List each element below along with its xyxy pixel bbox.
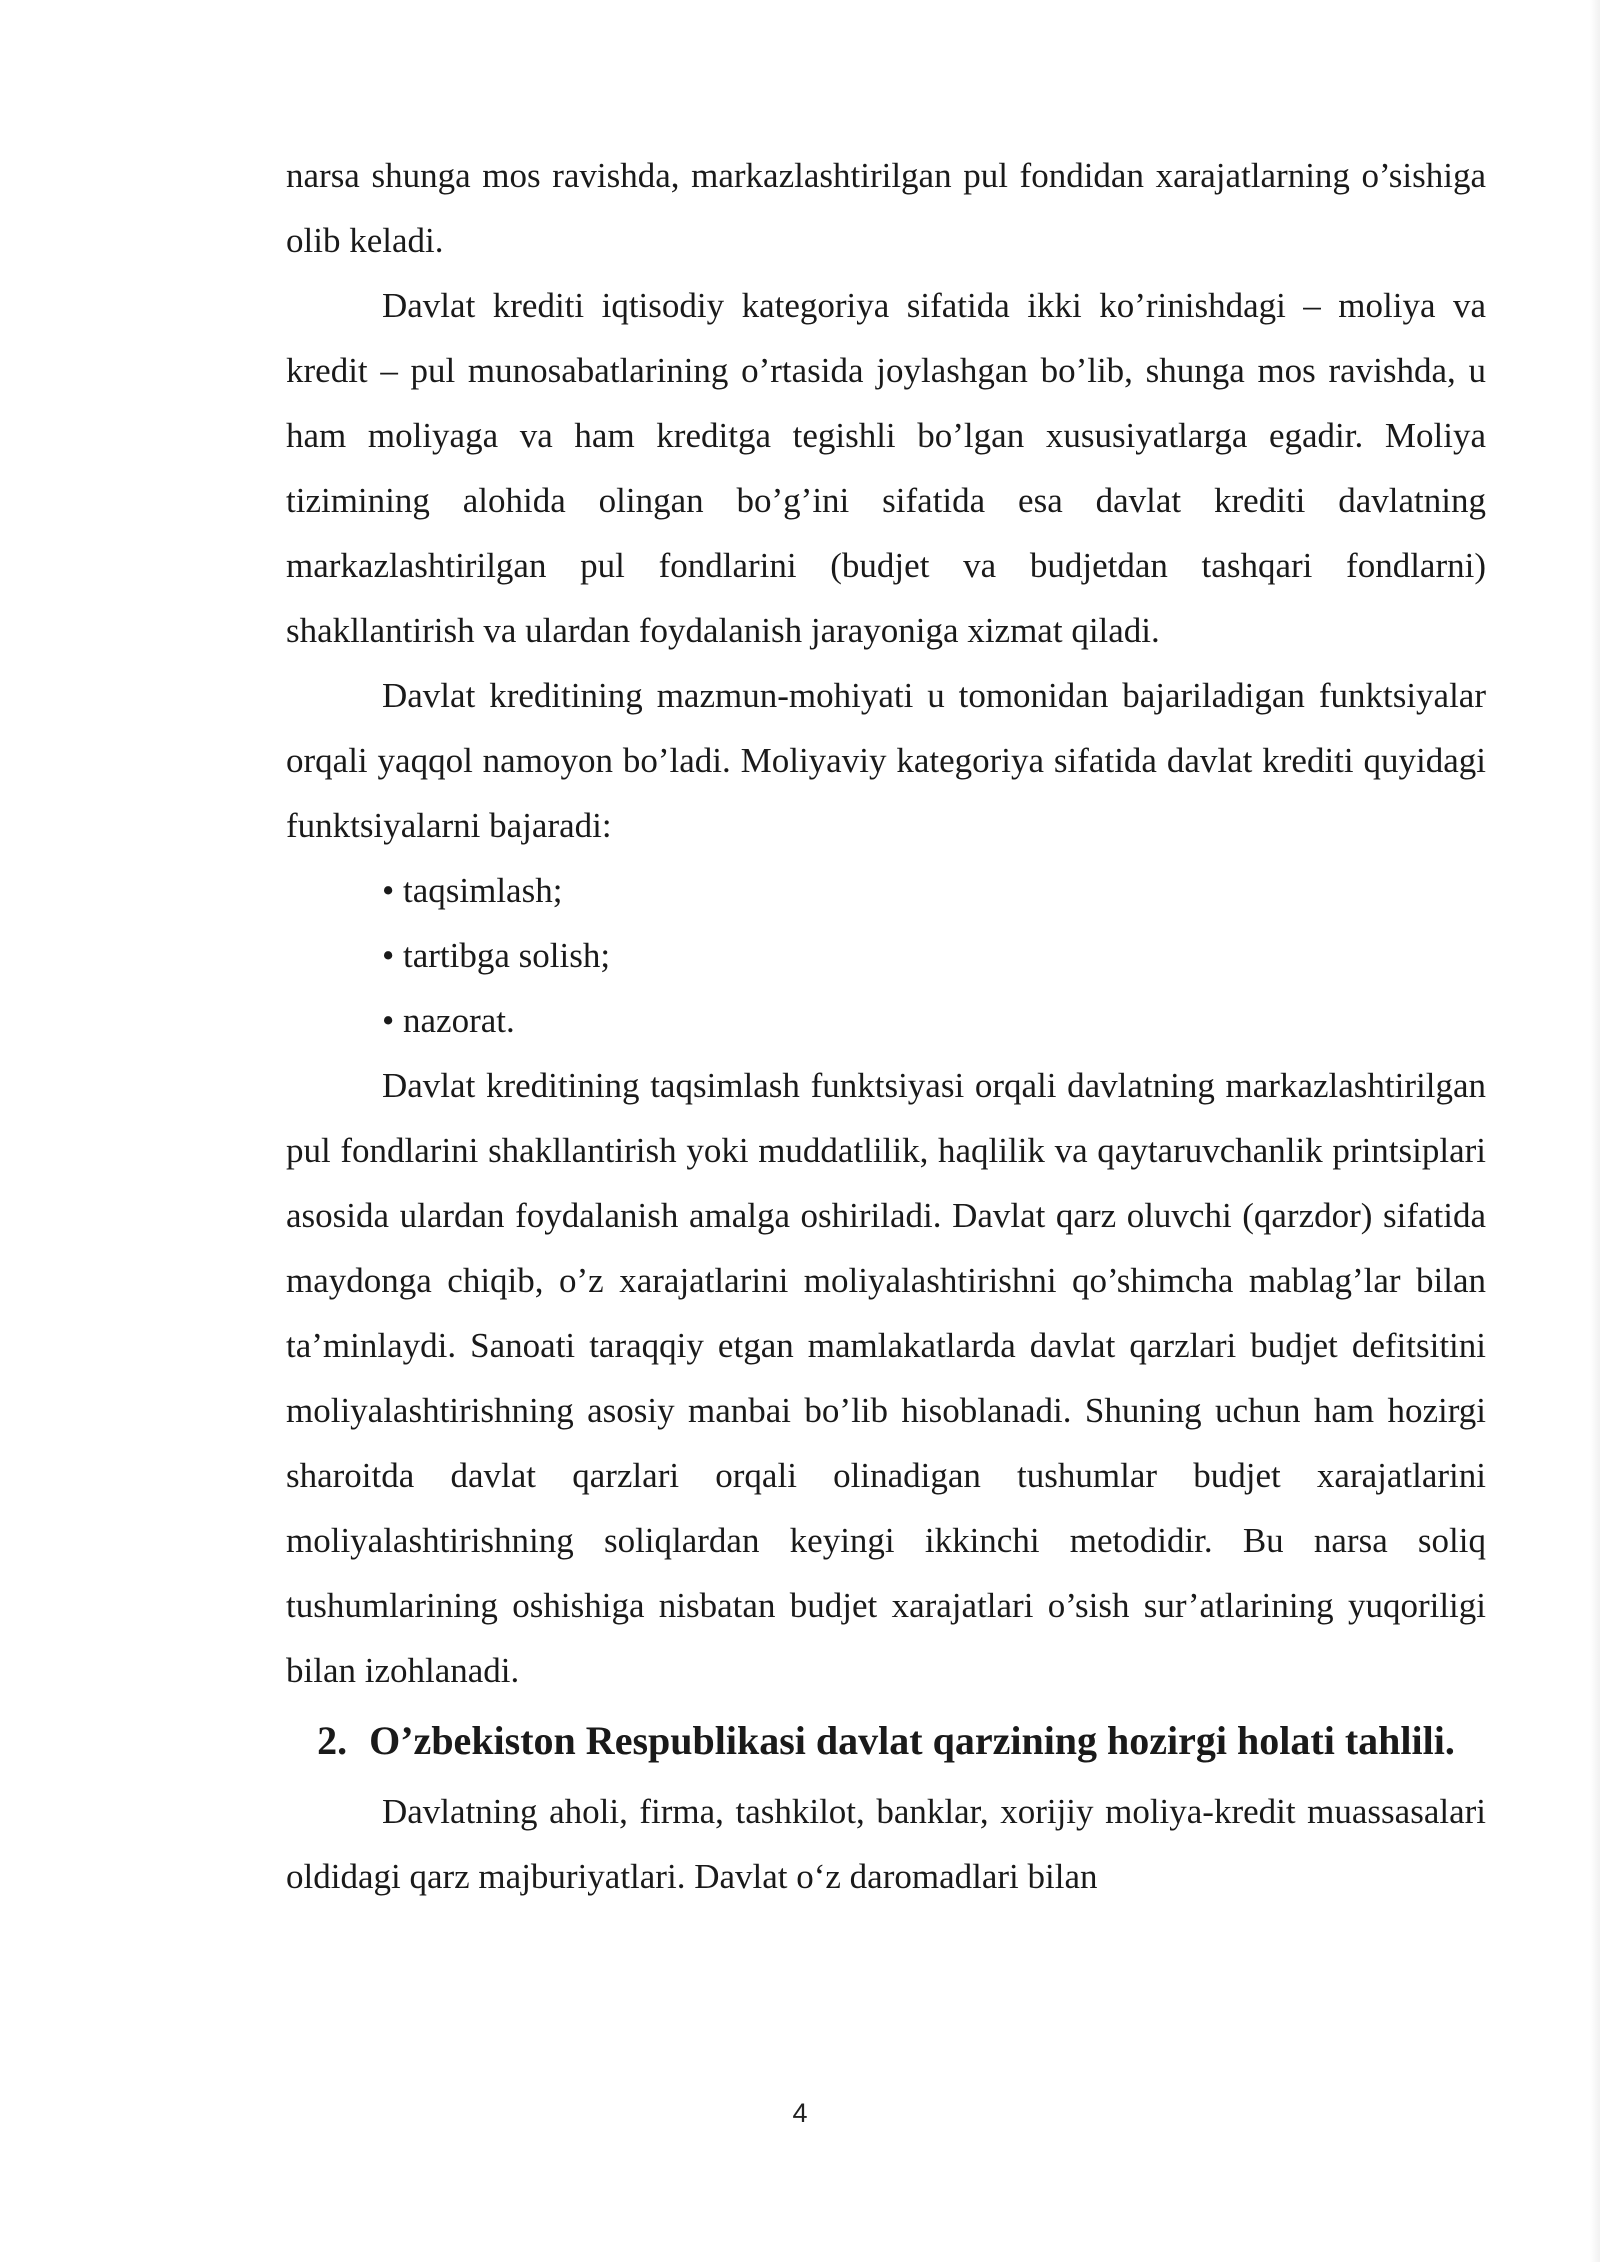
- list-item: • nazorat.: [382, 1001, 515, 1040]
- paragraph-4: Davlat kreditining taqsimlash funktsiyasi orqali davlatning markazlashtirilgan pul fondlarini shakllantirish yoki muddatlilik, haqlilik va qaytaruvchanlik printsiplari asosida ulardan foydalanish amalga oshiriladi. Davlat qarz oluvchi (qarzdor) sifatida maydonga chiqib, o’z xarajatlarini moliyalashtirishni qo’shimcha mablag’lar bilan ta’minlaydi. Sanoati taraqqiy etgan mamlakatlarda davlat qarzlari budjet defitsitini moliyalashtirishning asosiy manbai bo’lib hisoblanadi. Shuning uchun ham hozirgi sharoitda davlat qarzlari orqali olinadigan tushumlar budjet xarajatlarini moliyalashtirishning soliqlardan keyingi ikkinchi metodidir. Bu narsa soliq tushumlarining oshishiga nisbatan budjet xarajatlari o’sish sur’atlarining yuqoriligi bilan izohlanadi.: [286, 1066, 1486, 1690]
- section-heading: [286, 1703, 1486, 1779]
- page-number: 4: [792, 2098, 808, 2128]
- function-list: [286, 858, 1486, 1053]
- section-number: 2.: [317, 1718, 348, 1763]
- page-edge-shadow: [1590, 0, 1600, 2262]
- list-item: • tartibga solish;: [382, 936, 611, 975]
- section-title: O’zbekiston Respublikasi davlat qarzining hozirgi holati tahlili.: [369, 1718, 1455, 1763]
- paragraph-2: Davlat krediti iqtisodiy kategoriya sifatida ikki ko’rinishdagi – moliya va kredit – pul munosabatlarining o’rtasida joylashgan bo’lib, shunga mos ravishda, u ham moliyaga va ham kreditga tegishli bo’lgan xususiyatlarga egadir. Moliya tizimining alohida olingan bo’g’ini sifatida esa davlat krediti davlatning markazlashtirilgan pul fondlarini (budjet va budjetdan tashqari fondlarni) shakllantirish va ulardan foydalanish jarayoniga xizmat qiladi.: [286, 286, 1486, 650]
- page-body: [286, 143, 1486, 1909]
- paragraph-5: Davlatning aholi, firma, tashkilot, banklar, xorijiy moliya-kredit muassasalari oldidagi qarz majburiyatlari. Davlat o‘z daromadlari bilan: [286, 1792, 1486, 1896]
- list-item: • taqsimlash;: [382, 871, 563, 910]
- paragraph-1: narsa shunga mos ravishda, markazlashtirilgan pul fondidan xarajatlarning o’sishiga olib keladi.: [286, 156, 1486, 260]
- paragraph-3: Davlat kreditining mazmun-mohiyati u tomonidan bajariladigan funktsiyalar orqali yaqqol namoyon bo’ladi. Moliyaviy kategoriya sifatida davlat krediti quyidagi funktsiyalarni bajaradi:: [286, 676, 1486, 845]
